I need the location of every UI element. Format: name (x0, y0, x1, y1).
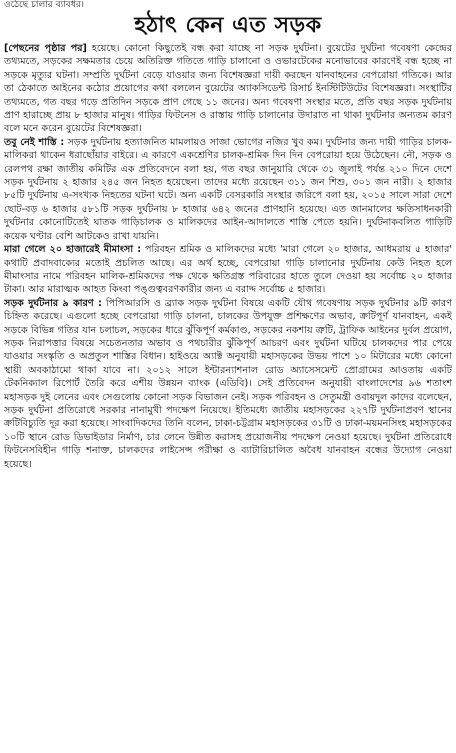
paragraph-no-punishment (4, 136, 452, 243)
paragraph-text: পিপিআরসি ও ব্র্যাক সড়ক দুর্ঘটনা বিষয়ে একটি যৌথ গবেষণায় সড়ক দুর্ঘটনার ৯টি কারণ চিহ্নিত করেছে। এগুলো হচ্ছে বেপরোয়া গাড়ি চালনা, চালকের উপযুক্ত প্রশিক্ষণের অভাব, ক্রটিপূর্ণ যানবাহন, একই সড়কে বিভিন্ন গতির যান চলাচল, সড়কের ধারে ঝুঁকিপূর্ণ কর্মকাণ্ড, সড়কের নকশায় ত্রুটি, ট্রাফিক আইনের দুর্বল প্রয়োগ, সড়ক নিরাপত্তার বিষয়ে সচেতনতার অভাব ও পথচারীর ঝুঁকিপূর্ণ আচরণ এবং দুর্ঘটনা ঘটিয়ে চালকদের পার পেয়ে যাওয়ার সংস্কৃতি ও অপ্রতুল শাস্তির বিধান। হাইওয়ে অ্যাক্ট অনুযায়ী মহাসড়কের উভয় পাশে ১০ মিটারের মধ্যে কোনো স্থায়ী অবকাঠামো থাকা যাবে না। ২০১২ সালে ইন্টারন্যাশনাল রোড অ্যাসেসমেন্ট প্রোগ্রামের আওতায় একটি টেকনিক্যাল রিপোর্ট তৈরি করে এশীয় উন্নয়ন ব্যাংক (এডিবি)। সেই প্রতিবেদন অনুযায়ী বাংলাদেশের ৯৬ শতাংশ মহাসড়ক দুই লেনের এবং সেগুলোয় কোনো সড়ক বিভাজন নেই। সড়ক পরিবহন ও সেতুমন্ত্রী ওবায়দুল কাদের বলেছেন, সড়ক দুর্ঘটনা প্রতিরোধে সরকার নানামুখী পদক্ষেপ নিয়েছে। ইতিমধ্যে জাতীয় মহাসড়কের ২২৭টি দুর্ঘটনাপ্রবণ স্থানের ক্রটিবিচ্যুতি দূর করা হয়েছে। সাংবাদিকদের তিনি বলেন, ঢাকা-চট্টগ্রাম মহাসড়কের ৩১টি ও ঢাকা-ময়মনসিংহ মহাসড়কের ১০টি স্থানে রোড ডিভাইডার নির্মাণ, চার লেনে উন্নীত করাসহ প্রয়োজনীয় পদক্ষেপ নেওয়া হয়েছে। দুর্ঘটনা প্রতিরোধে ফিটনেসবিহীন গাড়ি শনাক্ত, চালকদের লাইসেন্স পরীক্ষা ও ব্যাটারিচালিত অবৈধ যানবাহন বন্ধের উদ্যোগ নেওয়া হয়েছে। (4, 297, 452, 470)
paragraph-settlement (4, 243, 452, 297)
paragraph-text: পরিবহন শ্রমিক ও মালিকদের মধ্যে 'মারা গেলে ২০ হাজার, আধমরায় ৫ হাজার' কথাটি প্রবাদবাক্যের মতোই প্রচলিত আছে। এর অর্থ হচ্ছে, বেপরোয়া গাড়ি চালানোর দুর্ঘটনায় কেউ নিহত হলে মীমাংসার নামে পরিবহন মালিক-শ্রমিকদের পক্ষ থেকে ক্ষতিগ্রস্ত পরিবারের হাতে তুলে দেওয়া হয় সর্বোচ্চ ২০ হাজার টাকা। আর মারাত্মক আহত কিংবা পঙ্গুত্ববরণকারীর জন্য এ বরাদ্দ সর্বোচ্চ ৫ হাজার। (4, 244, 452, 296)
article-body (4, 42, 452, 750)
paragraph-text: হয়েছে। কোনো কিছুতেই বন্ধ করা যাচ্ছে না সড়ক দুর্ঘটনা। বুয়েটের দুর্ঘটনা গবেষণা কেন্দ্রের তথ্যমতে, সড়কের সক্ষমতার চেয়ে অতিরিক্ত গতিতে গাড়ি চালানো ও ওভারটেকের মনোভাবের কারণেই বন্ধ হচ্ছে না সড়কে মৃত্যুর ঘটনা। সম্প্রতি দুর্ঘটনা বেড়ে যাওয়ার জন্য বিশেষজ্ঞরা দায়ী করছেন যানবাহনের বেপরোয়া গতিকে। আর তা ঠেকাতে আইনের কঠোর প্রয়োগের কথা বললেন বুয়েটের অ্যাকসিডেন্ট রিসার্চ ইনস্টিটিউটের বিশেষজ্ঞরা। সংস্থাটির তথ্যমতে, গত বছর গড়ে প্রতিদিন সড়কে প্রাণ গেছে ১১ জনের। অন্য গবেষণা সংস্থার মতে, প্রতি বছর সড়ক দুর্ঘটনায় প্রাণ হারাচ্ছে প্রায় ৮ হাজার মানুষ। গাড়ির ফিটনেস ও রাস্তায় গাড়ি চালানোর উদারাত না থাকা দুর্ঘটনার অন্যতম কারণ বলে মনে করেন বুয়েটের বিশেষজ্ঞরা। (4, 43, 452, 135)
continuation-marker: [পেছনের পৃষ্ঠার পর] (4, 43, 87, 54)
subhead-nine-causes: সড়ক দুর্ঘটনার ৯ কারণ : (4, 297, 102, 309)
paragraph-nine-causes (4, 297, 452, 471)
subhead-no-punishment: তবু নেই শাস্তি : (4, 136, 65, 148)
subhead-settlement: মারা গেলে ২০ হাজারেই মীমাংসা : (4, 244, 142, 256)
paragraph-continuation (4, 42, 452, 136)
paragraph-text: সড়ক দুর্ঘটনায় হত্যাজনিত মামলায়ও সাজা ভোগের নজির খুব কম। দুর্ঘটনার জন্য দায়ী গাড়ির চালক-মালিকরা থাকেন ধরাছোঁয়ার বাইরে। এ কারণে একশ্রেণির চালক-শ্রমিক দিন দিন বেপরোয়া হয়ে উঠেছেন। নৌ, সড়ক ও রেলপথ রক্ষা জাতীয় কমিটির এক প্রতিবেদনে বলা হয়, গত বছর জানুয়ারি থেকে ৩১ জুলাই পর্যন্ত ২১০ দিনে দেশে সড়ক দুর্ঘটনায় ২ হাজার ২৪৫ জন নিহত হয়েছেন। তাদের মধ্যে রয়েছেন ৩১১ জন শিশু, ৩০১ জন নারী। ২ হাজার ৮৫টি দুর্ঘটনায় এ-সংখ্যক নিহতের ঘটনা ঘটে। অন্য একটি বেসরকারি সংস্থার জরিপে বলা হয়, ২০১৫ সালে সারা দেশে ছোট-বড় ৬ হাজার ৫৮১টি সড়ক দুর্ঘটনায় ৮ হাজার ৬৪২ জনের প্রাণহানি হয়েছে। এত জানমালের ক্ষতিসাধনকারী দুর্ঘটনার কোনোটিতেই ঘাতক গাড়িচালক ও মালিকদের আইন-আদালতে শাস্তি পেতে হয়নি। দুর্ঘটনাকবলিত গাড়িটি কয়েক ঘণ্টার বেশি আটকেও রাখা যায়নি। (4, 136, 452, 242)
previous-article-fragment: ওঠেছে চালার ব্যাবধর। (4, 0, 85, 10)
headline: হঠাৎ কেন এত সড়ক (134, 12, 322, 38)
